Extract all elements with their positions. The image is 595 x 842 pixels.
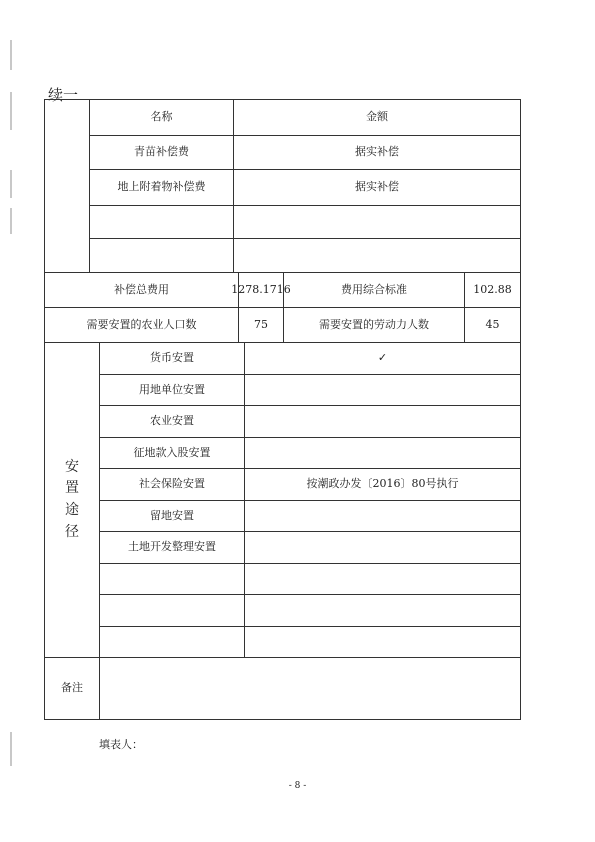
binding-edge-mark: [10, 732, 12, 766]
resettlement-method-value: [244, 405, 521, 438]
remarks-label: 备注: [44, 657, 100, 720]
resettlement-group-label: [44, 342, 100, 658]
resettlement-group-char: 途: [65, 502, 79, 518]
compensation-item-amount: 据实补偿: [233, 135, 521, 170]
compensation-item-amount: 据实补偿: [233, 169, 521, 206]
header-amount: 金额: [233, 99, 521, 136]
compensation-item-name: 青苗补偿费: [89, 135, 234, 170]
resettlement-method-name: [99, 626, 245, 658]
labor-count-value: 45: [464, 307, 521, 343]
resettlement-method-value: [244, 374, 521, 406]
binding-edge-mark: [10, 208, 12, 234]
binding-edge-mark: [10, 170, 12, 198]
compensation-item-name: [89, 205, 234, 239]
header-name: 名称: [89, 99, 234, 136]
remarks-value: [99, 657, 521, 720]
resettlement-method-value: 按潮政办发〔2016〕80号执行: [244, 468, 521, 501]
cost-standard-label: 费用综合标准: [283, 272, 465, 308]
resettlement-method-name: 留地安置: [99, 500, 245, 532]
resettlement-method-name: 社会保险安置: [99, 468, 245, 501]
farm-population-value: 75: [238, 307, 284, 343]
resettlement-group-char: 置: [65, 480, 79, 497]
resettlement-method-name: 土地开发整理安置: [99, 531, 245, 564]
total-cost-value: 1278.1716: [238, 272, 284, 308]
page-number: - 8 -: [288, 781, 307, 791]
compensation-item-name: [89, 238, 234, 273]
continuation-heading: 续一: [48, 86, 79, 104]
compensation-item-amount: [233, 238, 521, 273]
filler-label: 填表人：: [99, 738, 143, 751]
resettlement-method-name: 用地单位安置: [99, 374, 245, 406]
compensation-item-name: 地上附着物补偿费: [89, 169, 234, 206]
farm-population-label: 需要安置的农业人口数: [44, 307, 239, 343]
resettlement-method-value: [244, 563, 521, 595]
resettlement-method-value: [244, 531, 521, 564]
table-left-margin: [44, 99, 90, 273]
resettlement-method-name: 货币安置: [99, 342, 245, 375]
resettlement-group-char: 径: [65, 523, 79, 540]
resettlement-method-name: 农业安置: [99, 405, 245, 438]
resettlement-method-value: [244, 594, 521, 627]
resettlement-method-name: [99, 594, 245, 627]
resettlement-method-name: 征地款入股安置: [99, 437, 245, 469]
compensation-item-amount: [233, 205, 521, 239]
binding-edge-mark: [10, 40, 12, 70]
resettlement-method-value: [244, 626, 521, 658]
binding-edge-mark: [10, 92, 12, 130]
resettlement-method-name: [99, 563, 245, 595]
resettlement-method-value: [244, 437, 521, 469]
compensation-form-table: [44, 99, 520, 719]
labor-count-label: 需要安置的劳动力人数: [283, 307, 465, 343]
resettlement-method-value: [244, 500, 521, 532]
cost-standard-value: 102.88: [464, 272, 521, 308]
resettlement-group-char: 安: [65, 458, 79, 475]
total-cost-label: 补偿总费用: [44, 272, 239, 308]
resettlement-method-value: ✓: [244, 342, 521, 375]
